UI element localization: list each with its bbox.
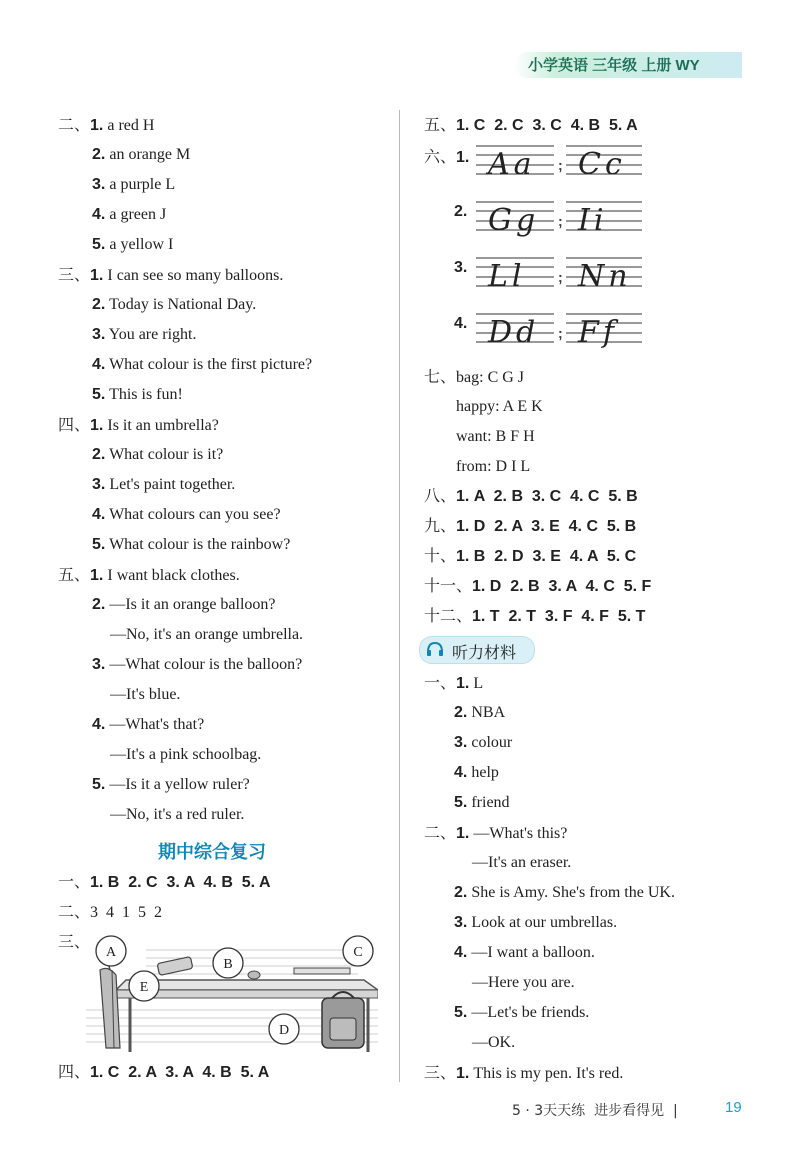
answer-line: 3. You are right. — [92, 326, 197, 343]
listening-title: 听力材料 — [452, 643, 517, 662]
header-title: 小学英语 三年级 上册 WY — [528, 57, 700, 74]
answer-line: 五、1. C 2. C 3. C 4. B 5. A — [424, 115, 638, 134]
handwriting-grids — [474, 142, 644, 358]
answer-line: 2. She is Amy. She's from the UK. — [454, 884, 675, 901]
answer-line: 4. help — [454, 764, 499, 781]
label-c: C — [353, 945, 363, 960]
label-b: B — [223, 957, 233, 972]
answer-line: 4. — [454, 315, 468, 332]
answer-line: happy: A E K — [456, 398, 543, 415]
letters-ll: Ll — [488, 259, 526, 294]
answer-line: 2. What colour is it? — [92, 446, 224, 463]
answer-line: —It's blue. — [110, 686, 181, 703]
answer-line: 2. — [454, 203, 468, 220]
label-a: A — [105, 945, 117, 960]
answer-line: 5. This is fun! — [92, 386, 183, 403]
footer-slogan: 5 · 3天天练 进步看得见 | — [512, 1103, 678, 1119]
answer-line: 3. a purple L — [92, 176, 176, 193]
letters-dd: Dd — [488, 315, 540, 350]
letters-ii: Ii — [578, 203, 608, 238]
answer-line: —It's an eraser. — [472, 854, 572, 871]
answer-line: want: B F H — [456, 428, 535, 445]
label-e: E — [139, 980, 149, 995]
answer-line: 2. Today is National Day. — [92, 296, 257, 313]
answer-line: 4. What colours can you see? — [92, 506, 281, 523]
answer-line: —Here you are. — [472, 974, 575, 991]
answer-line: 3. —What colour is the balloon? — [92, 656, 303, 673]
letters-gg: Gg — [488, 203, 540, 238]
answer-line: 十、1. B 2. D 3. E 4. A 5. C — [424, 546, 637, 565]
answer-line: —OK. — [472, 1034, 516, 1051]
svg-text:;: ; — [558, 269, 563, 285]
answer-line: 六、1. — [424, 147, 470, 166]
answer-line: 5. a yellow I — [92, 236, 174, 253]
answer-line: 七、bag: C G J — [424, 367, 525, 386]
answer-line: 四、1. Is it an umbrella? — [58, 415, 219, 434]
answer-line: 3. Look at our umbrellas. — [454, 914, 618, 931]
svg-text:;: ; — [558, 213, 563, 229]
answer-line: 4. —What's that? — [92, 716, 205, 733]
label-d: D — [278, 1023, 290, 1038]
page-number: 19 — [725, 1099, 742, 1116]
answer-line: 十二、1. T 2. T 3. F 4. F 5. T — [424, 606, 646, 625]
svg-text:;: ; — [558, 157, 563, 173]
answer-line: —No, it's a red ruler. — [110, 806, 245, 823]
answer-line: 4. a green J — [92, 206, 167, 223]
column-divider — [399, 110, 400, 1082]
answer-line: 5. What colour is the rainbow? — [92, 536, 291, 553]
classroom-illustration — [86, 930, 378, 1054]
answer-line: 四、1. C 2. A 3. A 4. B 5. A — [58, 1062, 270, 1081]
answer-line: 2. NBA — [454, 704, 506, 721]
svg-text:;: ; — [558, 325, 563, 341]
answer-line: —No, it's an orange umbrella. — [110, 626, 304, 643]
answer-line: 三、1. I can see so many balloons. — [58, 265, 284, 284]
answer-line: 二、3 4 1 5 2 — [58, 902, 163, 921]
answer-line: 九、1. D 2. A 3. E 4. C 5. B — [424, 516, 637, 535]
answer-line: 5. friend — [454, 794, 510, 811]
answer-line: —It's a pink schoolbag. — [110, 746, 262, 763]
answer-line: 3. Let's paint together. — [92, 476, 236, 493]
answer-line: 一、1. L — [424, 673, 484, 692]
answer-line: 3. — [454, 259, 468, 276]
answer-line: 一、1. B 2. C 3. A 4. B 5. A — [58, 872, 271, 891]
answer-line: 十一、1. D 2. B 3. A 4. C 5. F — [424, 576, 652, 595]
answer-line: 二、1. —What's this? — [424, 823, 568, 842]
answer-line: 二、1. a red H — [58, 115, 155, 134]
letters-cc: Cc — [578, 147, 626, 182]
answer-line: 五、1. I want black clothes. — [58, 565, 240, 584]
answer-line: 4. —I want a balloon. — [454, 944, 595, 961]
letters-nn: Nn — [578, 259, 632, 294]
answer-line: 三、 — [58, 932, 91, 951]
answer-line: 5. —Let's be friends. — [454, 1004, 590, 1021]
answer-line: 2. an orange M — [92, 146, 191, 163]
answer-line: 八、1. A 2. B 3. C 4. C 5. B — [424, 486, 638, 505]
letters-aa: Aa — [488, 147, 536, 182]
letters-ff: Ff — [578, 315, 618, 350]
headphones-icon — [426, 641, 444, 657]
answer-line: from: D I L — [456, 458, 531, 475]
answer-line: 2. —Is it an orange balloon? — [92, 596, 276, 613]
section-title-midterm: 期中综合复习 — [158, 842, 266, 863]
answer-line: 4. What colour is the first picture? — [92, 356, 313, 373]
answer-line: 3. colour — [454, 734, 513, 751]
answer-line: 5. —Is it a yellow ruler? — [92, 776, 250, 793]
answer-line: 三、1. This is my pen. It's red. — [424, 1063, 624, 1082]
